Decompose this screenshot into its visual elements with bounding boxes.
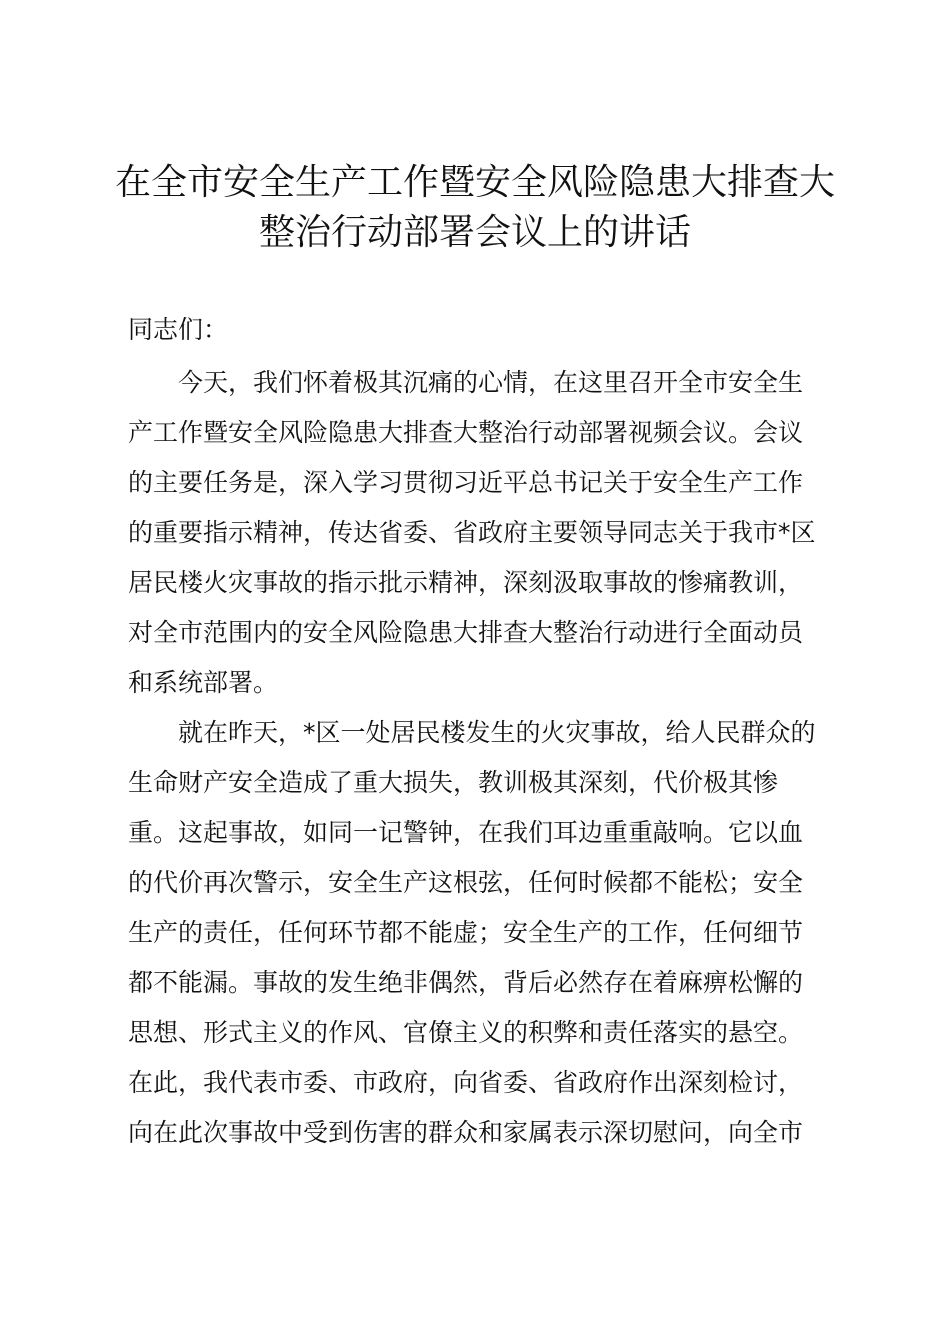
paragraph-line: 思想、形式主义的作风、官僚主义的积弊和责任落实的悬空。 — [128, 1018, 804, 1047]
paragraph-line: 都不能漏。事故的发生绝非偶然，背后必然存在着麻痹松懈的 — [128, 968, 804, 997]
paragraph-line: 居民楼火灾事故的指示批示精神，深刻汲取事故的惨痛教训， — [128, 568, 804, 597]
salutation: 同志们： — [128, 315, 229, 344]
paragraph-line: 今天，我们怀着极其沉痛的心情，在这里召开全市安全生 — [178, 368, 804, 397]
paragraph-line: 产工作暨安全风险隐患大排查大整治行动部署视频会议。会议 — [128, 418, 804, 447]
paragraph-line: 在此，我代表市委、市政府，向省委、省政府作出深刻检讨， — [128, 1068, 804, 1097]
document-title — [100, 158, 850, 258]
title-line: 在全市安全生产工作暨安全风险隐患大排查大 — [114, 162, 835, 203]
paragraph-line: 和系统部署。 — [128, 668, 279, 697]
body-paragraph — [128, 358, 848, 708]
paragraph-line: 向在此次事故中受到伤害的群众和家属表示深切慰问，向全市 — [128, 1118, 804, 1147]
body-paragraph — [128, 708, 848, 1158]
paragraph-line: 就在昨天，*区一处居民楼发生的火灾事故，给人民群众的 — [178, 718, 816, 747]
paragraph-line: 的代价再次警示，安全生产这根弦，任何时候都不能松；安全 — [128, 868, 804, 897]
title-line: 整治行动部署会议上的讲话 — [258, 212, 691, 253]
paragraph-line: 生命财产安全造成了重大损失，教训极其深刻，代价极其惨 — [128, 768, 779, 797]
paragraph-line: 生产的责任，任何环节都不能虚；安全生产的工作，任何细节 — [128, 918, 804, 947]
paragraph-line: 对全市范围内的安全风险隐患大排查大整治行动进行全面动员 — [128, 618, 804, 647]
paragraph-line: 的主要任务是，深入学习贯彻习近平总书记关于安全生产工作 — [128, 468, 804, 497]
paragraph-line: 的重要指示精神，传达省委、省政府主要领导同志关于我市*区 — [128, 518, 816, 547]
paragraph-line: 重。这起事故，如同一记警钟，在我们耳边重重敲响。它以血 — [128, 818, 804, 847]
